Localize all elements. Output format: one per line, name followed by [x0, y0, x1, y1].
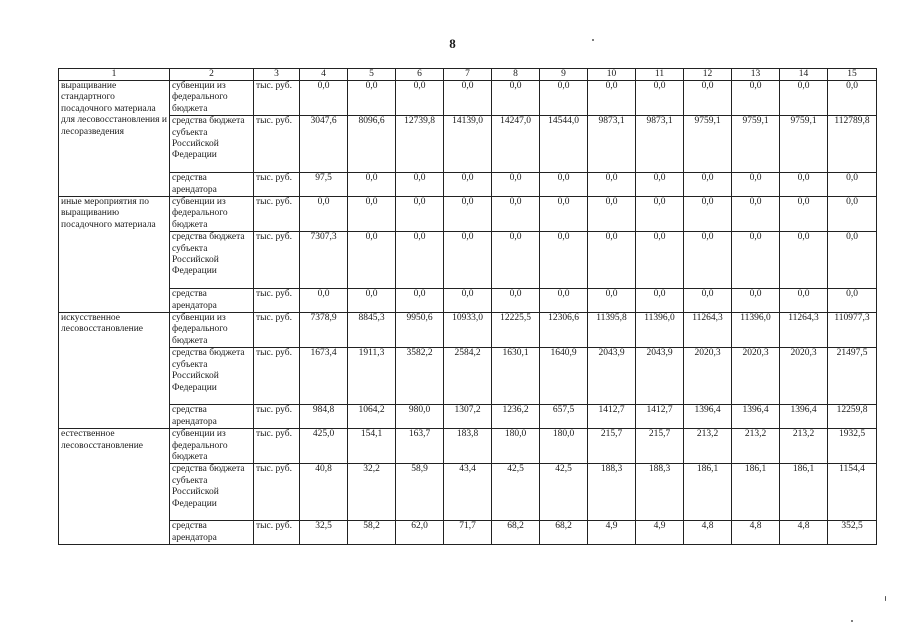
value-cell: 11264,3: [780, 313, 828, 348]
value-cell: 0,0: [300, 289, 348, 313]
value-cell: 112789,8: [828, 116, 877, 173]
unit-cell: тыс. руб.: [254, 81, 300, 116]
value-cell: 186,1: [732, 464, 780, 521]
value-cell: 0,0: [732, 197, 780, 232]
value-cell: 0,0: [732, 81, 780, 116]
value-cell: 188,3: [636, 464, 684, 521]
table-row: [59, 464, 877, 521]
column-header-15: 15: [828, 69, 877, 81]
column-header-13: 13: [732, 69, 780, 81]
activity-name: естественное лесовосстановление: [59, 429, 170, 545]
value-cell: 213,2: [732, 429, 780, 464]
value-cell: 1412,7: [636, 405, 684, 429]
value-cell: 58,9: [396, 464, 444, 521]
column-header-5: 5: [348, 69, 396, 81]
unit-cell: тыс. руб.: [254, 429, 300, 464]
value-cell: 0,0: [396, 81, 444, 116]
table-row: [59, 173, 877, 197]
value-cell: 1932,5: [828, 429, 877, 464]
value-cell: 180,0: [492, 429, 540, 464]
scan-speck: [851, 620, 853, 622]
value-cell: 0,0: [828, 289, 877, 313]
value-cell: 0,0: [780, 81, 828, 116]
value-cell: 1154,4: [828, 464, 877, 521]
value-cell: 0,0: [396, 289, 444, 313]
activity-name: искусственное лесовосстановление: [59, 313, 170, 429]
value-cell: 0,0: [828, 197, 877, 232]
activity-name: иные мероприятия по выращиванию посадочного материала: [59, 197, 170, 313]
value-cell: 0,0: [300, 81, 348, 116]
value-cell: 2043,9: [636, 348, 684, 405]
value-cell: 0,0: [540, 81, 588, 116]
value-cell: 3047,6: [300, 116, 348, 173]
value-cell: 1911,3: [348, 348, 396, 405]
funding-source: средства арендатора: [170, 405, 254, 429]
value-cell: 2020,3: [780, 348, 828, 405]
value-cell: 9759,1: [732, 116, 780, 173]
column-header-14: 14: [780, 69, 828, 81]
table-row: [59, 81, 877, 116]
table-row: [59, 232, 877, 289]
value-cell: 0,0: [492, 81, 540, 116]
funding-source: средства бюджета субъекта Российской Федерации: [170, 348, 254, 405]
value-cell: 0,0: [540, 197, 588, 232]
value-cell: 4,8: [684, 521, 732, 545]
value-cell: 0,0: [684, 289, 732, 313]
value-cell: 21497,5: [828, 348, 877, 405]
value-cell: 2584,2: [444, 348, 492, 405]
value-cell: 2043,9: [588, 348, 636, 405]
table-body: [59, 81, 877, 545]
value-cell: 9873,1: [636, 116, 684, 173]
unit-cell: тыс. руб.: [254, 197, 300, 232]
value-cell: 9759,1: [684, 116, 732, 173]
value-cell: 0,0: [588, 173, 636, 197]
value-cell: 1064,2: [348, 405, 396, 429]
value-cell: 0,0: [348, 197, 396, 232]
funding-source: средства бюджета субъекта Российской Федерации: [170, 116, 254, 173]
value-cell: 12259,8: [828, 405, 877, 429]
value-cell: 0,0: [684, 232, 732, 289]
funding-table: [58, 68, 877, 545]
value-cell: 0,0: [780, 197, 828, 232]
value-cell: 0,0: [492, 173, 540, 197]
value-cell: 9873,1: [588, 116, 636, 173]
header-row: [59, 69, 877, 81]
value-cell: 183,8: [444, 429, 492, 464]
value-cell: 0,0: [684, 197, 732, 232]
value-cell: 58,2: [348, 521, 396, 545]
funding-source: субвенции из федерального бюджета: [170, 81, 254, 116]
value-cell: 0,0: [588, 197, 636, 232]
value-cell: 352,5: [828, 521, 877, 545]
value-cell: 0,0: [732, 232, 780, 289]
value-cell: 0,0: [348, 81, 396, 116]
value-cell: 0,0: [540, 289, 588, 313]
activity-name: выращивание стандартного посадочного материала для лесовосстановления и лесоразведения: [59, 81, 170, 197]
value-cell: 1396,4: [780, 405, 828, 429]
value-cell: 0,0: [636, 197, 684, 232]
value-cell: 0,0: [396, 232, 444, 289]
value-cell: 4,8: [732, 521, 780, 545]
value-cell: 10933,0: [444, 313, 492, 348]
value-cell: 42,5: [492, 464, 540, 521]
value-cell: 11395,8: [588, 313, 636, 348]
value-cell: 7378,9: [300, 313, 348, 348]
value-cell: 980,0: [396, 405, 444, 429]
value-cell: 0,0: [444, 81, 492, 116]
column-header-4: 4: [300, 69, 348, 81]
value-cell: 4,9: [636, 521, 684, 545]
value-cell: 7307,3: [300, 232, 348, 289]
value-cell: 0,0: [444, 289, 492, 313]
unit-cell: тыс. руб.: [254, 348, 300, 405]
value-cell: 0,0: [444, 232, 492, 289]
value-cell: 2020,3: [684, 348, 732, 405]
value-cell: 0,0: [684, 173, 732, 197]
value-cell: 180,0: [540, 429, 588, 464]
value-cell: 4,9: [588, 521, 636, 545]
unit-cell: тыс. руб.: [254, 173, 300, 197]
value-cell: 213,2: [684, 429, 732, 464]
value-cell: 186,1: [684, 464, 732, 521]
value-cell: 42,5: [540, 464, 588, 521]
column-header-7: 7: [444, 69, 492, 81]
value-cell: 14247,0: [492, 116, 540, 173]
value-cell: 0,0: [348, 173, 396, 197]
value-cell: 1236,2: [492, 405, 540, 429]
value-cell: 0,0: [780, 289, 828, 313]
funding-source: субвенции из федерального бюджета: [170, 313, 254, 348]
value-cell: 12306,6: [540, 313, 588, 348]
value-cell: 188,3: [588, 464, 636, 521]
value-cell: 11396,0: [732, 313, 780, 348]
value-cell: 71,7: [444, 521, 492, 545]
value-cell: 1640,9: [540, 348, 588, 405]
value-cell: 43,4: [444, 464, 492, 521]
value-cell: 215,7: [636, 429, 684, 464]
unit-cell: тыс. руб.: [254, 116, 300, 173]
value-cell: 163,7: [396, 429, 444, 464]
value-cell: 32,5: [300, 521, 348, 545]
unit-cell: тыс. руб.: [254, 232, 300, 289]
value-cell: 0,0: [636, 173, 684, 197]
table-row: [59, 348, 877, 405]
value-cell: 984,8: [300, 405, 348, 429]
column-header-6: 6: [396, 69, 444, 81]
value-cell: 0,0: [828, 232, 877, 289]
unit-cell: тыс. руб.: [254, 521, 300, 545]
table-row: [59, 521, 877, 545]
value-cell: 0,0: [636, 81, 684, 116]
page-number: 8: [449, 36, 456, 51]
value-cell: 0,0: [828, 81, 877, 116]
value-cell: 0,0: [396, 173, 444, 197]
column-header-8: 8: [492, 69, 540, 81]
value-cell: 0,0: [300, 197, 348, 232]
value-cell: 0,0: [444, 173, 492, 197]
unit-cell: тыс. руб.: [254, 313, 300, 348]
table-row: [59, 429, 877, 464]
value-cell: 213,2: [780, 429, 828, 464]
value-cell: 14544,0: [540, 116, 588, 173]
value-cell: 68,2: [540, 521, 588, 545]
value-cell: 4,8: [780, 521, 828, 545]
column-header-2: 2: [170, 69, 254, 81]
value-cell: 1307,2: [444, 405, 492, 429]
value-cell: 0,0: [348, 232, 396, 289]
value-cell: 40,8: [300, 464, 348, 521]
funding-source: субвенции из федерального бюджета: [170, 197, 254, 232]
unit-cell: тыс. руб.: [254, 289, 300, 313]
value-cell: 0,0: [588, 232, 636, 289]
value-cell: 0,0: [588, 81, 636, 116]
value-cell: 8096,6: [348, 116, 396, 173]
value-cell: 14139,0: [444, 116, 492, 173]
column-header-3: 3: [254, 69, 300, 81]
column-header-11: 11: [636, 69, 684, 81]
unit-cell: тыс. руб.: [254, 405, 300, 429]
value-cell: 0,0: [492, 289, 540, 313]
funding-source: средства арендатора: [170, 289, 254, 313]
value-cell: 2020,3: [732, 348, 780, 405]
value-cell: 11264,3: [684, 313, 732, 348]
table-row: [59, 405, 877, 429]
funding-source: средства арендатора: [170, 521, 254, 545]
table-row: [59, 289, 877, 313]
value-cell: 186,1: [780, 464, 828, 521]
funding-source: средства бюджета субъекта Российской Федерации: [170, 232, 254, 289]
value-cell: 0,0: [444, 197, 492, 232]
value-cell: 3582,2: [396, 348, 444, 405]
value-cell: 32,2: [348, 464, 396, 521]
value-cell: 110977,3: [828, 313, 877, 348]
value-cell: 12739,8: [396, 116, 444, 173]
value-cell: 0,0: [636, 289, 684, 313]
value-cell: 0,0: [492, 197, 540, 232]
value-cell: 0,0: [540, 173, 588, 197]
table-row: [59, 313, 877, 348]
value-cell: 0,0: [732, 173, 780, 197]
funding-source: средства арендатора: [170, 173, 254, 197]
value-cell: 68,2: [492, 521, 540, 545]
value-cell: 0,0: [732, 289, 780, 313]
value-cell: 1673,4: [300, 348, 348, 405]
column-header-9: 9: [540, 69, 588, 81]
value-cell: 8845,3: [348, 313, 396, 348]
value-cell: 0,0: [684, 81, 732, 116]
value-cell: 62,0: [396, 521, 444, 545]
funding-source: субвенции из федерального бюджета: [170, 429, 254, 464]
value-cell: 97,5: [300, 173, 348, 197]
unit-cell: тыс. руб.: [254, 464, 300, 521]
value-cell: 9950,6: [396, 313, 444, 348]
value-cell: 1396,4: [684, 405, 732, 429]
column-header-10: 10: [588, 69, 636, 81]
value-cell: 0,0: [540, 232, 588, 289]
value-cell: 0,0: [780, 232, 828, 289]
value-cell: 0,0: [348, 289, 396, 313]
value-cell: 0,0: [588, 289, 636, 313]
value-cell: 1630,1: [492, 348, 540, 405]
value-cell: 154,1: [348, 429, 396, 464]
value-cell: 11396,0: [636, 313, 684, 348]
value-cell: 215,7: [588, 429, 636, 464]
column-header-1: 1: [59, 69, 170, 81]
table-row: [59, 197, 877, 232]
value-cell: 12225,5: [492, 313, 540, 348]
value-cell: 0,0: [492, 232, 540, 289]
value-cell: 425,0: [300, 429, 348, 464]
value-cell: 0,0: [828, 173, 877, 197]
column-header-12: 12: [684, 69, 732, 81]
table-row: [59, 116, 877, 173]
value-cell: 9759,1: [780, 116, 828, 173]
value-cell: 0,0: [396, 197, 444, 232]
value-cell: 1412,7: [588, 405, 636, 429]
value-cell: 657,5: [540, 405, 588, 429]
value-cell: 0,0: [636, 232, 684, 289]
scan-speck: [885, 596, 886, 601]
value-cell: 0,0: [780, 173, 828, 197]
value-cell: 1396,4: [732, 405, 780, 429]
scan-speck: [592, 39, 594, 41]
funding-source: средства бюджета субъекта Российской Федерации: [170, 464, 254, 521]
